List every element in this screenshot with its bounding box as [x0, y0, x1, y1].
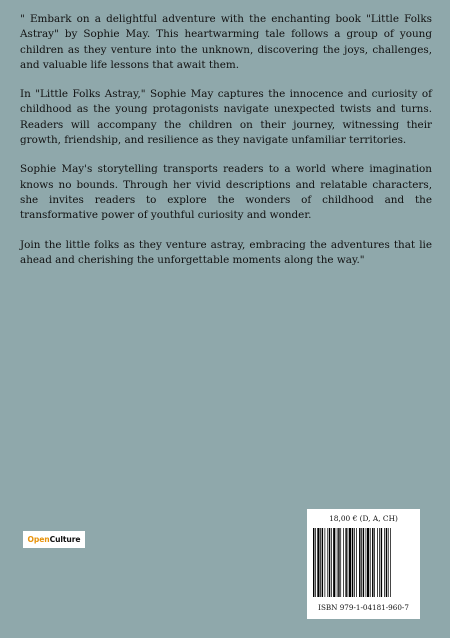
barcode-bar: [331, 528, 332, 597]
barcode-bar: [349, 528, 351, 597]
isbn-label: ISBN 979-1-04181-960-7: [318, 603, 409, 612]
price-label: 18,00 € (D, A, CH): [329, 514, 398, 523]
barcode-bar: [363, 528, 364, 597]
isbn-barcode: [312, 528, 415, 597]
barcode-bar: [374, 528, 375, 597]
blurb-paragraph-1: " Embark on a delightful adventure with the enchanting book "Little Folks Astray" by Sophie May. This heartwarming tale follows a group of young children as they venture into the unknown, discovering the joys, challenges, and valuable life lessons that await them.: [20, 13, 432, 71]
barcode-bar: [313, 528, 314, 597]
logo-part-open: Open: [27, 535, 50, 544]
barcode-bar: [388, 528, 389, 597]
barcode-bar: [356, 528, 357, 597]
back-cover-blurb: [20, 12, 432, 282]
barcode-bar: [340, 528, 341, 597]
barcode-bar: [320, 528, 321, 597]
barcode-bar: [372, 528, 373, 597]
barcode-bar: [381, 528, 382, 597]
logo-part-culture: Culture: [49, 535, 81, 544]
barcode-bar: [370, 528, 371, 597]
barcode-bar: [345, 528, 346, 597]
barcode-bar: [329, 528, 330, 597]
barcode-bar: [327, 528, 328, 597]
barcode-bar: [384, 528, 385, 597]
barcode-bar: [337, 528, 338, 597]
barcode-bar: [379, 528, 380, 597]
barcode-bar: [366, 528, 367, 597]
blurb-paragraph-2: In "Little Folks Astray," Sophie May captures the innocence and curiosity of childhood as the young protagonists navigate unexpected twists and turns. Readers will accompany the children on their journey, witnessing their growth, friendship, and resilience as they navigate unfamiliar territories.: [20, 88, 432, 147]
barcode-bar: [325, 528, 326, 597]
barcode-bar: [343, 528, 344, 597]
barcode-bar: [348, 528, 349, 597]
barcode-bar: [386, 528, 387, 597]
barcode-bar: [322, 528, 323, 597]
barcode-bar: [352, 528, 353, 597]
barcode-bar: [390, 528, 391, 597]
blurb-paragraph-3: Sophie May's storytelling transports readers to a world where imagination knows no bounds. Through her vivid descriptions and relatable characters, she invites readers to explore the wonders of childhood and the transformative power of youthful curiosity and wonder.: [20, 163, 432, 222]
barcode-bar: [338, 528, 339, 597]
barcode-bar: [317, 528, 319, 597]
barcode-bar: [377, 528, 378, 597]
barcode-bar: [354, 528, 355, 597]
barcode-bar: [359, 528, 360, 597]
barcode-bar: [333, 528, 335, 597]
barcode-bar: [361, 528, 362, 597]
blurb-paragraph-4: Join the little folks as they venture astray, embracing the adventures that lie ahead and cherishing the unforgettable moments along the way.": [20, 238, 432, 266]
barcode-bar: [315, 528, 316, 597]
barcode-panel: [307, 509, 420, 619]
barcode-bar: [367, 528, 369, 597]
open-culture-logo: [23, 531, 85, 548]
